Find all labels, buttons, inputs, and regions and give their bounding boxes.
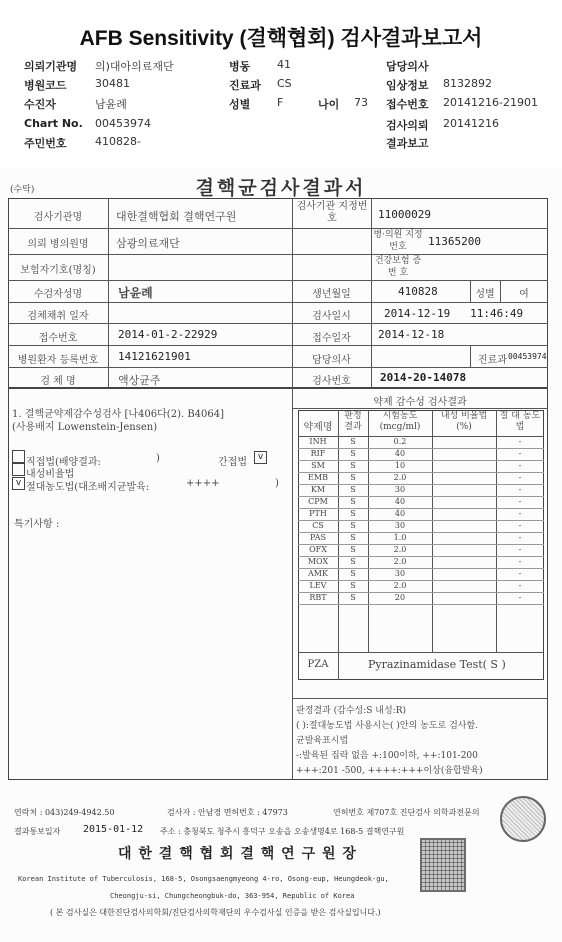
drug-name: KM	[310, 485, 326, 494]
drug-name: OFX	[309, 545, 327, 554]
drug-concentration: 2.0	[393, 473, 407, 482]
drug-table-title: 약제 감수성 검사결과	[373, 397, 467, 408]
drug-result: S	[350, 449, 356, 458]
drug-name: AMK	[308, 569, 328, 578]
examiner-line: 검사자 : 안남경 면허번호 : 47973	[167, 808, 288, 817]
drug-result: S	[350, 593, 356, 602]
drug-result: S	[350, 569, 356, 578]
drug-result: S	[350, 473, 356, 482]
contact-line: 연락처 : 043)249-4942.50	[14, 808, 115, 817]
drug-result: S	[350, 497, 356, 506]
drug-result: S	[350, 533, 356, 542]
drug-result: S	[350, 521, 356, 530]
registration-no-value: 14121621901	[118, 350, 191, 363]
test-no-label: 검사번호	[312, 376, 351, 387]
result-col-header: 판정 결과	[344, 411, 362, 432]
receipt-date-value: 2014-12-18	[378, 328, 445, 341]
drug-absolute: -	[518, 497, 522, 506]
absolute-conc-close: )	[275, 478, 279, 489]
institute-address-en-1: Korean Institute of Tuberculosis, 168-5, Osongsaengmyeong 4-ro, Osong-eup, Heungdeok-gu,	[18, 875, 389, 883]
absolute-conc-value: ++++	[186, 478, 220, 489]
form-corner-note: (수탁)	[10, 185, 35, 195]
absolute-conc-checkbox: v	[12, 477, 25, 490]
drug-absolute: -	[518, 449, 522, 458]
drug-concentration: 2.0	[393, 581, 407, 590]
lab-label: 검사기관명	[33, 212, 83, 223]
drug-concentration: 2.0	[393, 557, 407, 566]
hospital-value: 삼광의료재단	[116, 237, 180, 250]
director-line: 연허번호 제707호 진단검사 의학과전문의	[333, 808, 480, 817]
drug-absolute: -	[518, 437, 522, 446]
direct-method-checkbox	[12, 450, 25, 463]
direct-method-close: )	[156, 453, 160, 464]
drug-concentration: 40	[394, 497, 406, 506]
ratio-col-header: 내성 비율법(%)	[440, 411, 488, 432]
hospital-label: 의뢰 병의원명	[27, 239, 89, 250]
sex-value: 여	[519, 289, 529, 300]
drug-absolute: -	[518, 461, 522, 470]
form-title: 결핵균검사결과서	[195, 177, 367, 199]
round-seal-icon	[500, 796, 546, 842]
hospital-no-value: 11365200	[428, 235, 481, 248]
indirect-method-checkbox: v	[254, 451, 267, 464]
drug-concentration: 30	[394, 485, 406, 494]
drug-concentration: 1.0	[393, 533, 407, 542]
drug-absolute: -	[518, 473, 522, 482]
exam-name: 1. 결핵균약제감수성검사 [나406다(2). B4064]	[12, 409, 225, 420]
drug-result: S	[350, 485, 356, 494]
resistance-ratio-checkbox	[12, 463, 25, 476]
drug-name: LEV	[309, 581, 327, 590]
form-department-value: 00453974	[508, 352, 547, 361]
drug-absolute: -	[518, 485, 522, 494]
health-card-label: 건강보험 증 번 호	[374, 256, 422, 278]
special-notes-label: 특기사항 :	[14, 519, 60, 530]
drug-col-header: 약제명	[303, 422, 333, 433]
test-datetime-value: 2014-12-19 11:46:49	[384, 307, 524, 320]
form-receipt-no-label: 접수번호	[38, 333, 78, 344]
specimen-value: 액상균주	[118, 374, 161, 387]
drug-name: EMB	[308, 473, 328, 482]
drug-absolute: -	[518, 545, 522, 554]
drug-concentration: 2.0	[393, 545, 407, 554]
conc-col-header: 시험농도 (mcg/ml)	[379, 411, 421, 432]
drug-concentration: 40	[394, 509, 406, 518]
drug-concentration: 40	[394, 449, 406, 458]
test-no-value: 2014-20-14078	[380, 371, 467, 384]
drug-name: CS	[312, 521, 324, 530]
registration-no-label: 병원환자 등록번호	[17, 355, 99, 366]
drug-concentration: 10	[394, 461, 406, 470]
drug-absolute: -	[518, 581, 522, 590]
drug-name: PTH	[309, 509, 327, 518]
report-date-label: 결과통보일자	[14, 827, 61, 836]
form-receipt-no-value: 2014-01-2-22929	[118, 328, 218, 341]
collection-date-label: 검체채취 일자	[27, 311, 89, 322]
insurer-label: 보험자기호(명칭)	[20, 265, 96, 276]
report-date-value: 2015-01-12	[83, 824, 144, 835]
drug-result: S	[350, 509, 356, 518]
birth-value: 410828	[398, 285, 438, 298]
drug-result: S	[350, 545, 356, 554]
lab-no-value: 11000029	[378, 208, 431, 221]
drug-concentration: 0.2	[393, 437, 407, 446]
subject-name-label: 수검자성명	[33, 289, 83, 300]
drug-absolute: -	[518, 533, 522, 542]
test-datetime-label: 검사일시	[312, 311, 351, 322]
drug-name: SM	[311, 461, 325, 470]
drug-name: INH	[309, 437, 327, 446]
drug-result: S	[350, 461, 356, 470]
lab-no-label: 검사기관 지정번호	[296, 201, 368, 224]
drug-result: S	[350, 581, 356, 590]
resistance-ratio-label: 내성비율법	[26, 469, 75, 480]
address-line: 주소 : 충청북도 청주시 흥덕구 오송읍 오송생명4로 168-5 결핵연구원	[160, 827, 405, 836]
drug-name: MOX	[307, 557, 329, 566]
form-department-label: 진료과	[478, 355, 507, 366]
specimen-label: 검 체 명	[40, 376, 76, 387]
drug-concentration: 20	[394, 593, 406, 602]
drug-name: PAS	[310, 533, 326, 542]
drug-absolute: -	[518, 593, 522, 602]
certification-note: ( 본 검사실은 대한진단검사의학회/진단검사의학재단의 우수검사실 인증을 받은 검사실입니다.)	[50, 908, 381, 917]
drug-absolute: -	[518, 509, 522, 518]
drug-name: RBT	[309, 593, 327, 602]
hospital-no-label: 병·의원 지정번호	[373, 230, 423, 252]
sex-label: 성별	[475, 289, 495, 300]
form-doctor-label: 담당의사	[312, 355, 351, 366]
drug-concentration: 30	[394, 521, 406, 530]
indirect-method-label: 간접법	[218, 457, 247, 468]
absolute-conc-label: 절대농도법(대조배지균발육:	[26, 482, 150, 493]
drug-absolute: -	[518, 557, 522, 566]
exam-medium: (사용배지 Lowenstein-Jensen)	[12, 422, 158, 433]
drug-name: CPM	[308, 497, 328, 506]
drug-absolute: -	[518, 521, 522, 530]
institute-name: 대 한 결 핵 협 회 결 핵 연 구 원 장	[118, 846, 357, 862]
pza-label: PZA	[307, 659, 329, 670]
drug-name: RIF	[310, 449, 326, 458]
drug-result: S	[350, 557, 356, 566]
lab-value: 대한결핵협회 결핵연구원	[116, 210, 237, 223]
drug-concentration: 30	[394, 569, 406, 578]
absolute-col-header: 절 대 농도법	[499, 411, 541, 432]
pza-value: Pyrazinamidase Test( S )	[368, 658, 506, 671]
drug-result: S	[350, 437, 356, 446]
institute-address-en-2: Cheongju-si, Chungcheongbuk-do, 363-954, Republic of Korea	[110, 892, 355, 900]
square-seal-icon	[420, 838, 466, 892]
report-title: AFB Sensitivity (결핵협회) 검사결과보고서	[79, 27, 483, 50]
direct-method-label: 직접법(배양결과:	[26, 457, 101, 468]
subject-name-value: 남윤례	[118, 286, 153, 300]
drug-absolute: -	[518, 569, 522, 578]
birth-label: 생년월일	[312, 289, 351, 300]
receipt-date-label: 접수일자	[312, 333, 351, 344]
